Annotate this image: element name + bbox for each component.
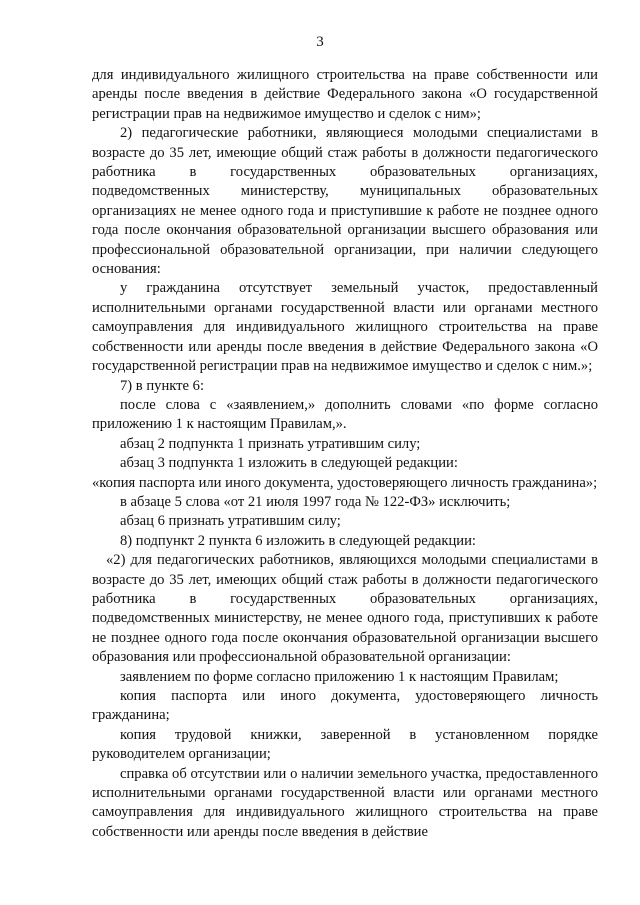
paragraph-item-2-teachers: 2) педагогические работники, являющиеся молодыми специалистами в возрасте до 35 лет, имеющие общий стаж работы в должности педагогического работника в государственных образовательных организациях, подведомственных министерству, муниципальных образовательных организациях не менее одного года и приступившие к работе не позднее одного года после окончания образовательной организации высшего образования или профессиональной образовательной организации, при наличии следующего основания: [92, 125, 598, 278]
paragraph-item-7: 7) в пункте 6: [120, 377, 205, 394]
paragraph-land-plot-absence: у гражданина отсутствует земельный участок, предоставленный исполнительными органами государственной власти или органами местного самоуправления для индивидуального жилищного строительства на праве собственности или аренды после введения в действие Федерального закона «О государственной регистрации прав на недвижимое имущество и сделок с ним.»; [92, 280, 598, 375]
paragraph-subitem-2-new-wording: «2) для педагогических работников, являющихся молодыми специалистами в возрасте до 35 лет, имеющих общий стаж работы в должности педагогического работника в государственных образовательных организациях, подведомственных министерству, не менее одного года, приступивших к работе не позднее одного года после окончания образовательной организации высшего образования или профессиональной образовательной организации: [92, 552, 598, 666]
document-body [92, 66, 598, 842]
paragraph-passport-copy: копия паспорта или иного документа, удостоверяющего личность гражданина; [92, 688, 598, 724]
paragraph-abzac-3-new-wording: абзац 3 подпункта 1 изложить в следующей редакции: [120, 455, 458, 472]
paragraph-passport-copy-quote: «копия паспорта или иного документа, удостоверяющего личность гражданина»; [92, 474, 598, 491]
paragraph-abzac-2-void: абзац 2 подпункта 1 признать утратившим силу; [120, 435, 421, 452]
paragraph-land-plot-certificate: справка об отсутствии или о наличии земельного участка, предоставленного исполнительными органами государственной власти или органами местного самоуправления для индивидуального жилищного строительства на праве собственности или аренды после введения в действие [92, 765, 598, 840]
paragraph-after-word-application: после слова с «заявлением,» дополнить словами «по форме согласно приложению 1 к настоящим Правилам,». [92, 396, 598, 433]
paragraph-work-book-copy: копия трудовой книжки, заверенной в установленном порядке руководителем организации; [92, 726, 598, 763]
paragraph-application-form: заявлением по форме согласно приложению 1 к настоящим Правилам; [120, 668, 559, 685]
paragraph-abzac-5-exclude: в абзаце 5 слова «от 21 июля 1997 года № 122-ФЗ» исключить; [120, 493, 511, 510]
paragraph-continuation: для индивидуального жилищного строительства на праве собственности или аренды после введения в действие Федерального закона «О государственной регистрации прав на недвижимое имущество и сделок с ним»; [92, 67, 598, 122]
paragraph-abzac-6-void: абзац 6 признать утратившим силу; [120, 513, 341, 530]
page-number: 3 [316, 34, 324, 50]
paragraph-item-8: 8) подпункт 2 пункта 6 изложить в следующей редакции: [120, 532, 476, 549]
